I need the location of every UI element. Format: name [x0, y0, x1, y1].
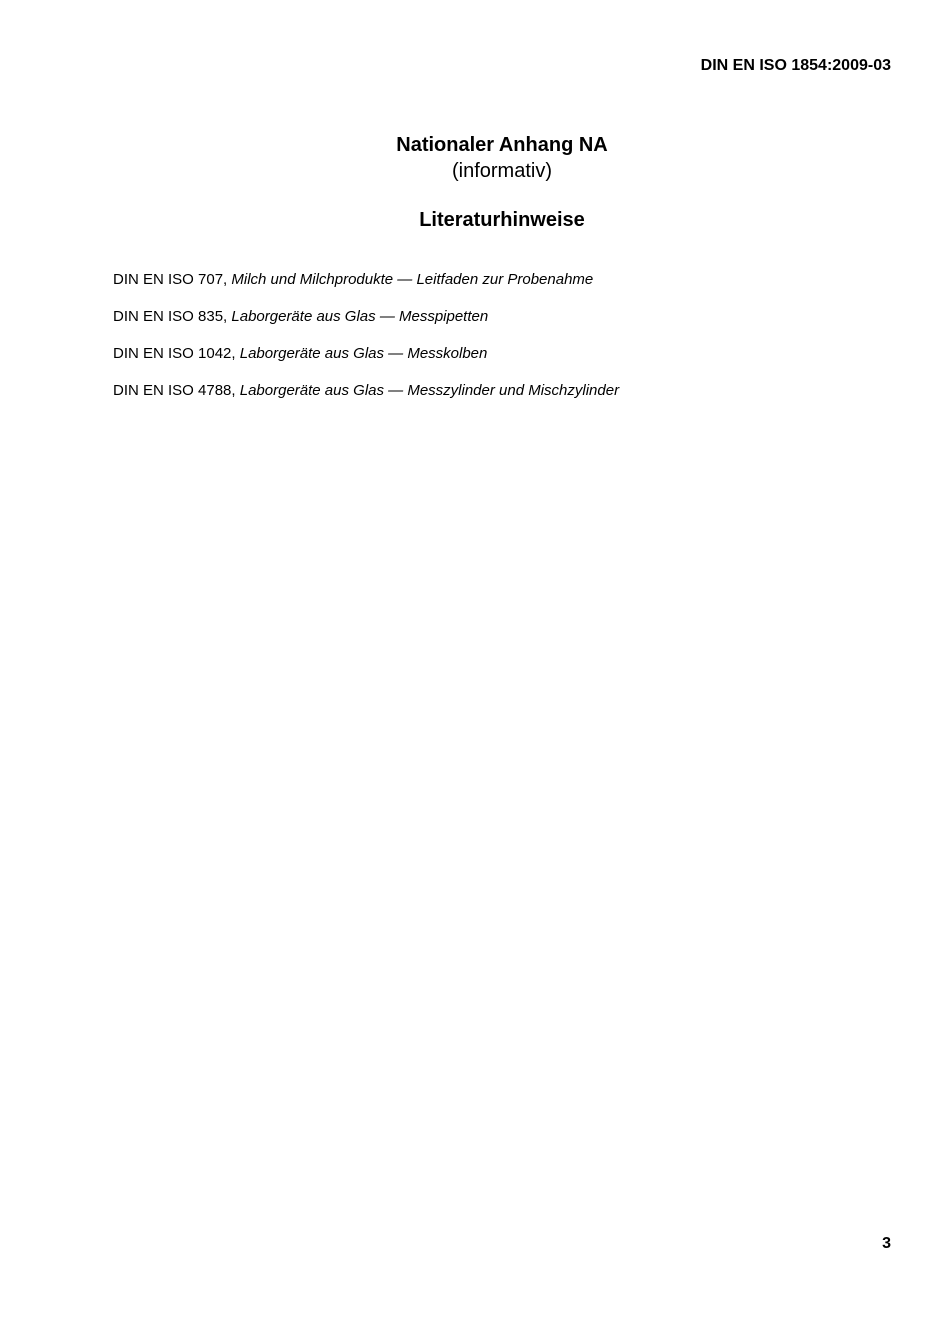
reference-number: DIN EN ISO 707 [113, 271, 224, 288]
reference-number: DIN EN ISO 1042 [113, 345, 232, 362]
reference-item: DIN EN ISO 4788, Laborgeräte aus Glas — Messzylinder und Mischzylinder [113, 382, 620, 399]
reference-item: DIN EN ISO 707, Milch und Milchprodukte — Leitfaden zur Probenahme [113, 271, 594, 288]
reference-item: DIN EN ISO 1042, Laborgeräte aus Glas — Messkolben [113, 345, 488, 362]
reference-title: Laborgeräte aus Glas — Messkolben [239, 345, 488, 362]
section-heading: Literaturhinweise [419, 209, 585, 231]
page-number: 3 [882, 1235, 891, 1252]
reference-title: Laborgeräte aus Glas — Messzylinder und Mischzylinder [239, 382, 620, 399]
reference-title: Milch und Milchprodukte — Leitfaden zur Probenahme [231, 271, 594, 288]
document-id: DIN EN ISO 1854:2009-03 [700, 57, 891, 74]
reference-number: DIN EN ISO 835 [113, 308, 224, 325]
reference-number: DIN EN ISO 4788 [113, 382, 232, 399]
reference-list [113, 271, 619, 419]
reference-item: DIN EN ISO 835, Laborgeräte aus Glas — Messpipetten [113, 308, 489, 325]
annex-title: Nationaler Anhang NA [396, 134, 608, 156]
reference-title: Laborgeräte aus Glas — Messpipetten [231, 308, 489, 325]
annex-subtitle: (informativ) [451, 160, 552, 182]
